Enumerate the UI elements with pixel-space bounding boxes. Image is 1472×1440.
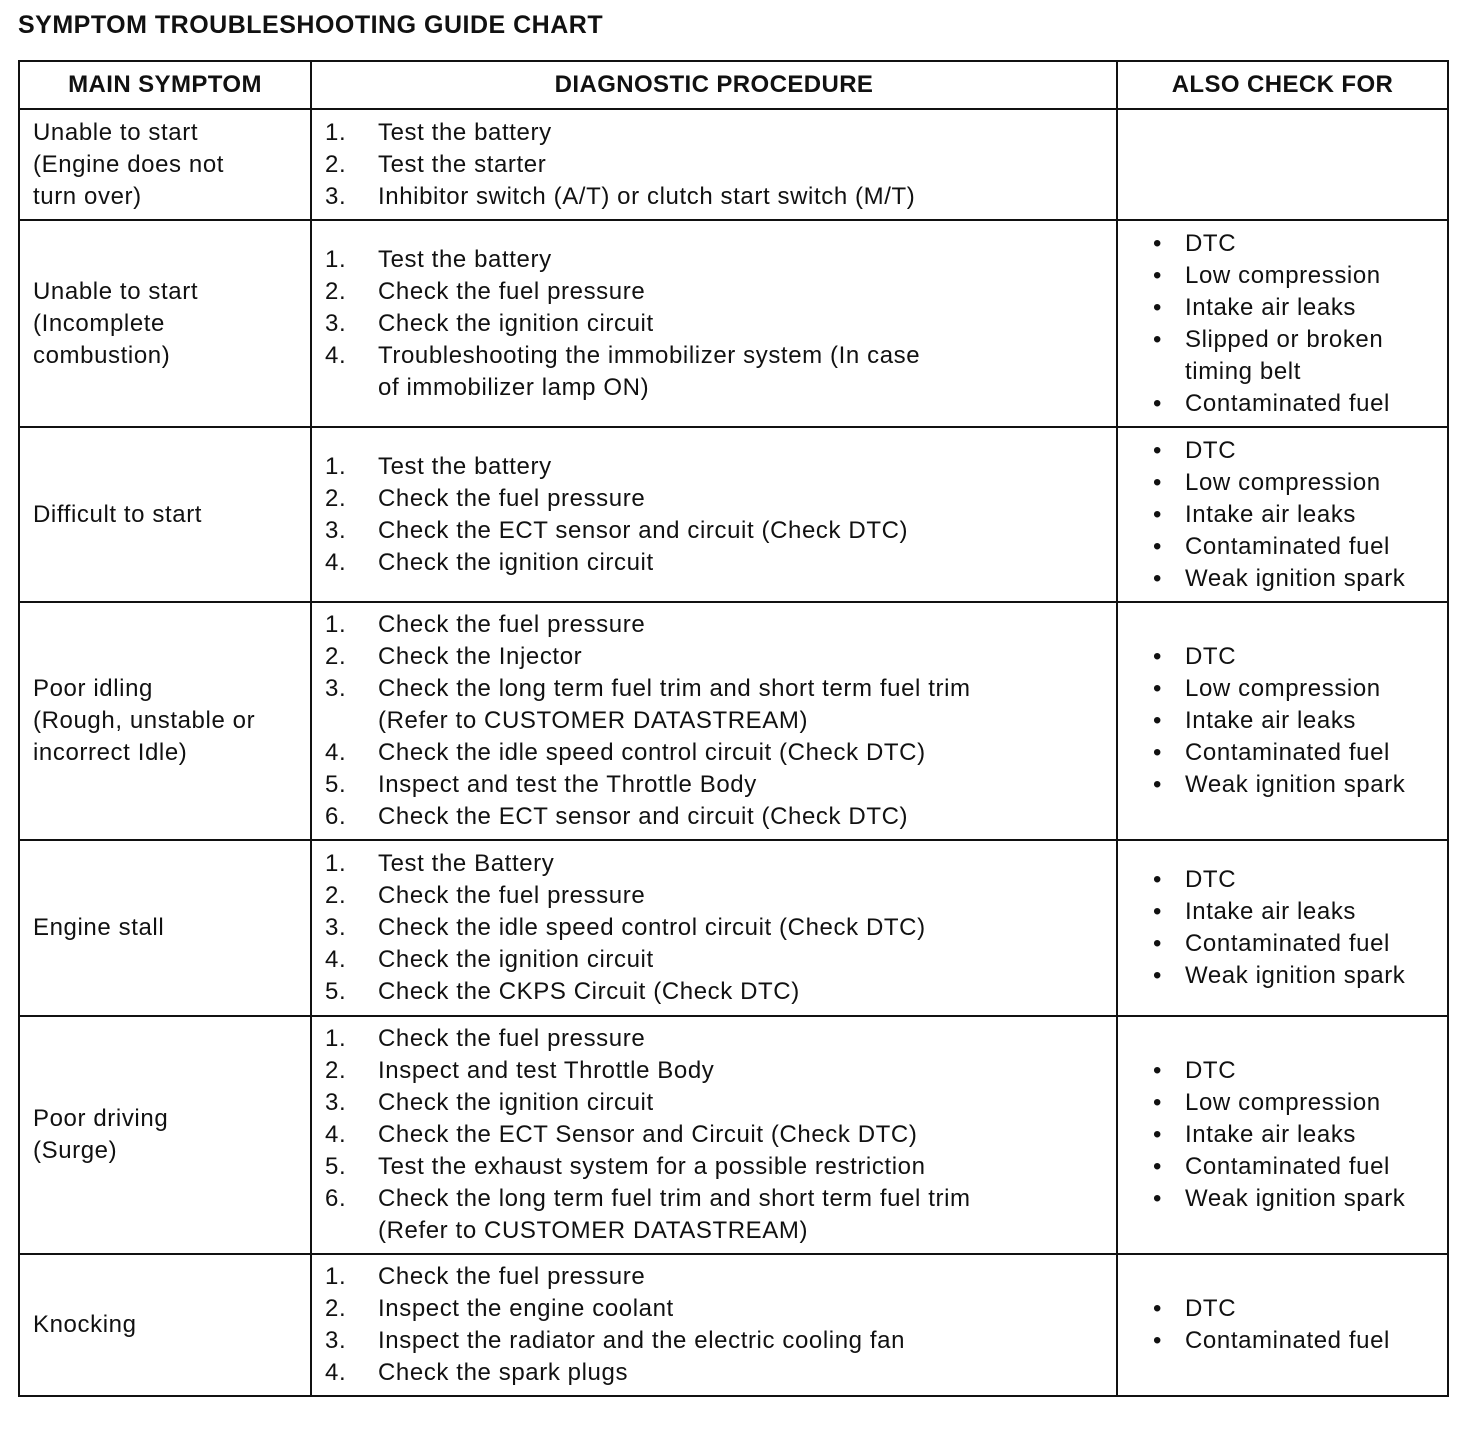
step-number: 5. [325, 978, 347, 1005]
check-item [1153, 324, 1447, 388]
check-item [1153, 1325, 1447, 1357]
procedure-step [325, 149, 1116, 181]
check-item [1153, 467, 1447, 499]
main-symptom-cell: Poor driving (Surge) [19, 1016, 311, 1254]
check-item [1153, 292, 1447, 324]
step-number: 3. [325, 914, 347, 941]
step-text: Check the fuel pressure [378, 484, 646, 512]
check-text: timing belt [1185, 357, 1301, 385]
step-text: Check the idle speed control circuit (Check DTC) [378, 914, 926, 941]
step-number: 2. [325, 882, 347, 909]
step-text: Check the fuel pressure [378, 1263, 646, 1290]
procedure-step [325, 244, 1116, 276]
step-number: 1. [325, 452, 347, 480]
procedure-step [325, 276, 1116, 308]
step-text: Check the fuel pressure [378, 1025, 646, 1052]
check-item [1153, 1087, 1447, 1119]
check-text: • DTC [1185, 436, 1237, 464]
step-number: 4. [325, 739, 347, 766]
procedure-step [325, 737, 1116, 769]
main-symptom-cell: Engine stall [19, 840, 311, 1016]
header-row [19, 61, 1448, 109]
check-item [1153, 864, 1447, 896]
procedure-step [325, 1357, 1116, 1389]
step-number: 2. [325, 1295, 347, 1322]
troubleshooting-table [18, 60, 1449, 1397]
step-text: Check the fuel pressure [378, 611, 646, 638]
procedure-list [325, 244, 1116, 404]
procedure-step [325, 308, 1116, 340]
procedure-list [325, 848, 1116, 1008]
procedure-step [325, 1151, 1116, 1183]
check-text: • Low compression [1185, 675, 1381, 702]
check-text: • Weak ignition spark [1185, 771, 1406, 798]
also-check-cell [1117, 840, 1448, 1016]
procedure-step [325, 1183, 1116, 1247]
check-text: • Intake air leaks [1185, 898, 1357, 925]
check-item [1153, 705, 1447, 737]
step-number: 2. [325, 150, 347, 178]
step-number: 5. [325, 1153, 347, 1180]
step-text: Test the Battery [378, 850, 555, 877]
table-row [19, 840, 1448, 1016]
procedure-list [325, 451, 1116, 579]
procedure-list [325, 117, 1116, 213]
main-symptom-cell: Difficult to start [19, 427, 311, 602]
procedure-step [325, 1325, 1116, 1357]
check-item [1153, 737, 1447, 769]
step-number: 1. [325, 850, 347, 877]
procedure-step [325, 880, 1116, 912]
procedure-step [325, 547, 1116, 579]
check-list [1153, 864, 1447, 992]
check-text: • Contaminated fuel [1185, 930, 1390, 957]
diagnostic-procedure-cell [311, 602, 1117, 840]
step-text: Inspect the radiator and the electric cooling fan [378, 1327, 906, 1354]
step-text: Check the long term fuel trim and short term fuel trim [378, 1185, 971, 1212]
step-number: 6. [325, 1185, 347, 1212]
check-text: • DTC [1185, 1295, 1237, 1322]
check-text: • Contaminated fuel [1185, 1153, 1390, 1180]
diagnostic-procedure-cell [311, 220, 1117, 427]
check-text: • DTC [1185, 643, 1237, 670]
check-item [1153, 1293, 1447, 1325]
diagnostic-procedure-cell [311, 427, 1117, 602]
step-text: Check the ignition circuit [378, 309, 654, 337]
step-number: 4. [325, 1359, 347, 1386]
check-item [1153, 1119, 1447, 1151]
step-text: of immobilizer lamp ON) [378, 373, 650, 401]
procedure-step [325, 1261, 1116, 1293]
procedure-step [325, 609, 1116, 641]
also-check-cell [1117, 1254, 1448, 1396]
procedure-step [325, 483, 1116, 515]
step-number: 2. [325, 1057, 347, 1084]
check-text: • Contaminated fuel [1185, 389, 1390, 417]
check-item [1153, 896, 1447, 928]
check-item [1153, 641, 1447, 673]
check-list [1153, 1293, 1447, 1357]
diagnostic-procedure-cell [311, 840, 1117, 1016]
check-item [1153, 563, 1447, 595]
procedure-step [325, 117, 1116, 149]
step-text: Check the Injector [378, 643, 583, 670]
procedure-step [325, 1293, 1116, 1325]
procedure-step [325, 181, 1116, 213]
check-text: • Intake air leaks [1185, 500, 1357, 528]
table-row [19, 427, 1448, 602]
check-list [1153, 435, 1447, 595]
procedure-step [325, 1023, 1116, 1055]
procedure-step [325, 641, 1116, 673]
step-number: 2. [325, 643, 347, 670]
check-item [1153, 1151, 1447, 1183]
check-item [1153, 531, 1447, 563]
procedure-list [325, 609, 1116, 833]
check-text: • Weak ignition spark [1185, 564, 1406, 592]
header-also-check-for: ALSO CHECK FOR [1117, 61, 1448, 109]
check-text: • Low compression [1185, 468, 1381, 496]
step-number: 1. [325, 245, 347, 273]
step-number: 6. [325, 803, 347, 830]
step-text: Check the fuel pressure [378, 277, 646, 305]
check-text: • DTC [1185, 866, 1237, 893]
check-item [1153, 1183, 1447, 1215]
step-text: Check the long term fuel trim and short term fuel trim [378, 675, 971, 702]
main-symptom-cell: Unable to start (Incomplete combustion) [19, 220, 311, 427]
step-text: Test the battery [378, 118, 552, 146]
check-text: • Intake air leaks [1185, 707, 1357, 734]
step-text: Test the battery [378, 452, 552, 480]
procedure-step [325, 340, 1116, 404]
step-number: 2. [325, 484, 347, 512]
procedure-step [325, 912, 1116, 944]
step-number: 3. [325, 309, 347, 337]
step-text: Test the starter [378, 150, 547, 178]
step-number: 5. [325, 771, 347, 798]
step-text: Check the ignition circuit [378, 1089, 654, 1116]
step-number: 1. [325, 611, 347, 638]
check-text: • Contaminated fuel [1185, 1327, 1390, 1354]
step-text: Test the exhaust system for a possible restriction [378, 1153, 926, 1180]
procedure-step [325, 801, 1116, 833]
step-number: 4. [325, 548, 347, 576]
check-item [1153, 673, 1447, 705]
table-row [19, 1016, 1448, 1254]
check-list [1153, 228, 1447, 420]
procedure-step [325, 769, 1116, 801]
step-number: 3. [325, 675, 347, 702]
step-text: Check the fuel pressure [378, 882, 646, 909]
procedure-step [325, 1055, 1116, 1087]
step-number: 4. [325, 1121, 347, 1148]
step-text: Check the ECT sensor and circuit (Check DTC) [378, 803, 909, 830]
procedure-step [325, 976, 1116, 1008]
check-text: • Weak ignition spark [1185, 962, 1406, 989]
step-text: (Refer to CUSTOMER DATASTREAM) [378, 707, 809, 734]
check-item [1153, 388, 1447, 420]
step-text: Inspect the engine coolant [378, 1295, 674, 1322]
check-list [1153, 1055, 1447, 1215]
check-text: • Contaminated fuel [1185, 739, 1390, 766]
check-item [1153, 228, 1447, 260]
main-symptom-cell: Poor idling (Rough, unstable or incorrect Idle) [19, 602, 311, 840]
check-list [1153, 641, 1447, 801]
procedure-step [325, 1119, 1116, 1151]
step-number: 1. [325, 118, 347, 146]
step-text: Inspect and test Throttle Body [378, 1057, 715, 1084]
step-number: 3. [325, 1089, 347, 1116]
check-text: • Low compression [1185, 1089, 1381, 1116]
check-text: • Intake air leaks [1185, 293, 1357, 321]
check-item [1153, 960, 1447, 992]
header-main-symptom: MAIN SYMPTOM [19, 61, 311, 109]
check-item [1153, 769, 1447, 801]
step-number: 3. [325, 182, 347, 210]
step-number: 3. [325, 1327, 347, 1354]
step-text: Check the ignition circuit [378, 946, 654, 973]
also-check-cell [1117, 427, 1448, 602]
procedure-step [325, 451, 1116, 483]
procedure-list [325, 1023, 1116, 1247]
check-text: • DTC [1185, 229, 1237, 257]
also-check-cell [1117, 109, 1448, 220]
diagnostic-procedure-cell [311, 1254, 1117, 1396]
step-text: Check the ignition circuit [378, 548, 654, 576]
table-row [19, 109, 1448, 220]
check-item [1153, 435, 1447, 467]
step-text: Check the spark plugs [378, 1359, 629, 1386]
step-text: Troubleshooting the immobilizer system (In case [378, 341, 921, 369]
check-item [1153, 499, 1447, 531]
step-number: 4. [325, 946, 347, 973]
table-row [19, 220, 1448, 427]
main-symptom-cell: Knocking [19, 1254, 311, 1396]
also-check-cell [1117, 602, 1448, 840]
step-number: 1. [325, 1025, 347, 1052]
procedure-step [325, 673, 1116, 737]
step-text: Inhibitor switch (A/T) or clutch start switch (M/T) [378, 182, 916, 210]
check-text: • DTC [1185, 1057, 1237, 1084]
procedure-list [325, 1261, 1116, 1389]
also-check-cell [1117, 220, 1448, 427]
step-text: Check the ECT sensor and circuit (Check DTC) [378, 516, 909, 544]
check-text: • Slipped or broken [1185, 325, 1384, 353]
main-symptom-cell: Unable to start (Engine does not turn over) [19, 109, 311, 220]
check-item [1153, 260, 1447, 292]
step-text: Check the CKPS Circuit (Check DTC) [378, 978, 800, 1005]
table-row [19, 602, 1448, 840]
check-text: • Intake air leaks [1185, 1121, 1357, 1148]
check-item [1153, 1055, 1447, 1087]
also-check-cell [1117, 1016, 1448, 1254]
check-item [1153, 928, 1447, 960]
table-row [19, 1254, 1448, 1396]
step-text: Inspect and test the Throttle Body [378, 771, 757, 798]
procedure-step [325, 944, 1116, 976]
step-text: (Refer to CUSTOMER DATASTREAM) [378, 1217, 809, 1244]
step-number: 2. [325, 277, 347, 305]
step-text: Check the ECT Sensor and Circuit (Check DTC) [378, 1121, 918, 1148]
check-text: • Weak ignition spark [1185, 1185, 1406, 1212]
step-number: 3. [325, 516, 347, 544]
check-text: • Contaminated fuel [1185, 532, 1390, 560]
check-text: • Low compression [1185, 261, 1381, 289]
header-diagnostic-procedure: DIAGNOSTIC PROCEDURE [311, 61, 1117, 109]
procedure-step [325, 515, 1116, 547]
procedure-step [325, 848, 1116, 880]
page-title: SYMPTOM TROUBLESHOOTING GUIDE CHART [18, 11, 604, 39]
step-text: Test the battery [378, 245, 552, 273]
diagnostic-procedure-cell [311, 109, 1117, 220]
step-number: 1. [325, 1263, 347, 1290]
diagnostic-procedure-cell [311, 1016, 1117, 1254]
step-text: Check the idle speed control circuit (Check DTC) [378, 739, 926, 766]
procedure-step [325, 1087, 1116, 1119]
step-number: 4. [325, 341, 347, 369]
